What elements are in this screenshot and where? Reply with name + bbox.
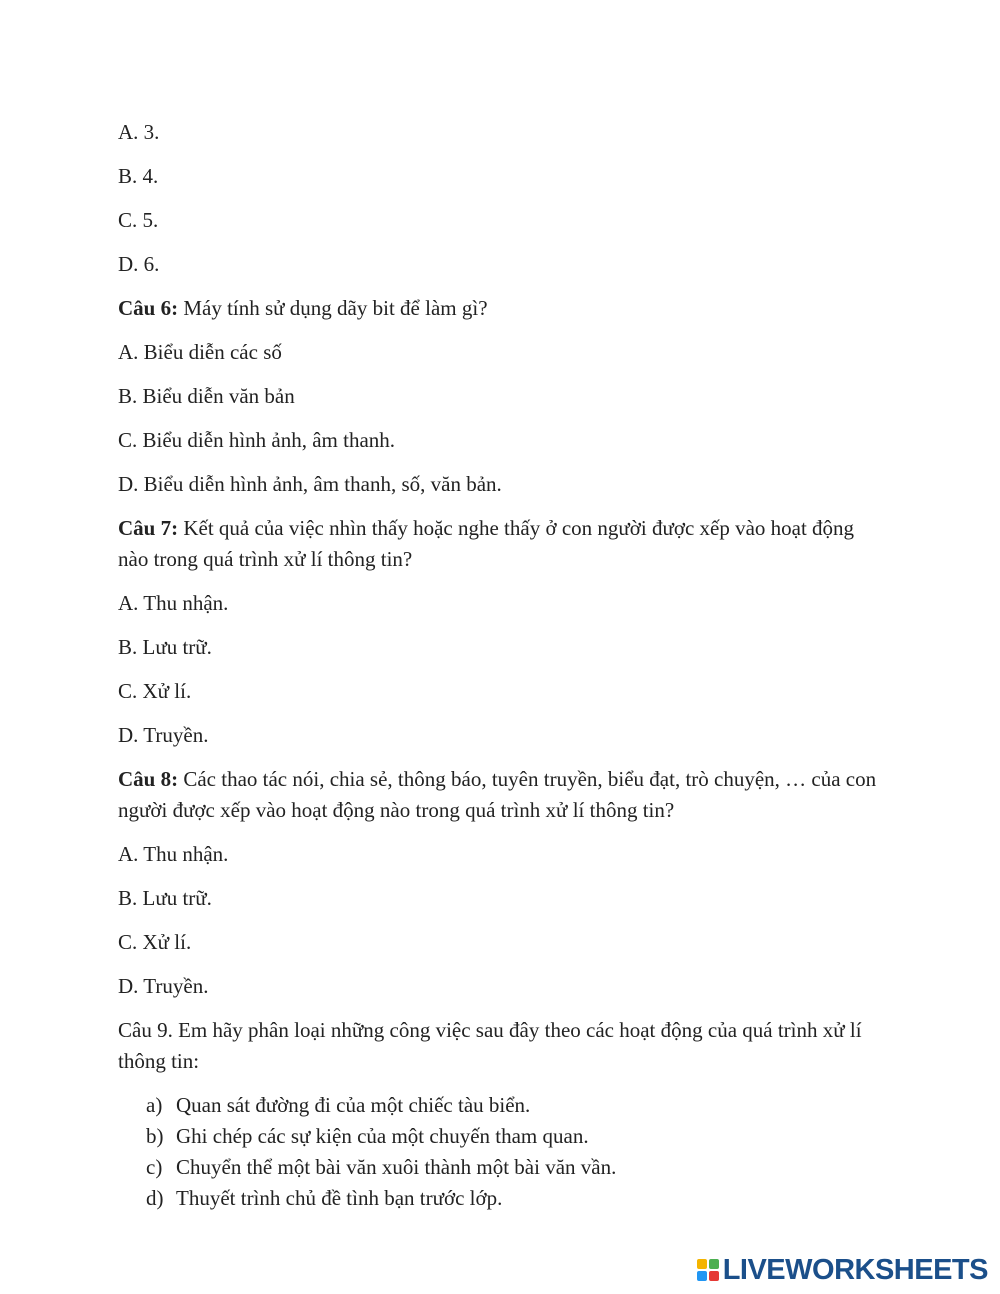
logo-blocks-icon: [697, 1259, 719, 1281]
logo-block: [709, 1259, 719, 1269]
list-item-text: Ghi chép các sự kiện của một chuyến tham quan.: [176, 1124, 589, 1148]
question-6-stem: [118, 293, 888, 324]
question-9-stem: Câu 9. Em hãy phân loại những công việc sau đây theo các hoạt động của quá trình xử lí thông tin:: [118, 1018, 862, 1073]
option-c: C. Xử lí.: [118, 930, 192, 954]
option-a: A. Thu nhận.: [118, 591, 229, 615]
option-a: A. Biểu diễn các số: [118, 340, 282, 364]
option-c: C. Biểu diễn hình ảnh, âm thanh.: [118, 428, 396, 452]
option-d: D. Truyền.: [118, 723, 209, 747]
question-9: [118, 1015, 888, 1214]
option-d: D. Biểu diễn hình ảnh, âm thanh, số, văn bản.: [118, 472, 502, 496]
question-8-label: Câu 8:: [118, 767, 179, 791]
question-7-text: Kết quả của việc nhìn thấy hoặc nghe thấy ở con người được xếp vào hoạt động nào trong quá trình xử lí thông tin?: [118, 516, 855, 571]
list-item: [118, 1152, 888, 1183]
option-b: B. Lưu trữ.: [118, 886, 212, 910]
option-c: C. Xử lí.: [118, 679, 192, 703]
question-6: [118, 293, 888, 500]
question-9-list: [118, 1090, 888, 1214]
question-8: [118, 764, 888, 1002]
list-marker: a): [146, 1093, 163, 1117]
logo-block: [709, 1271, 719, 1281]
question-7-label: Câu 7:: [118, 516, 179, 540]
question-8-text: Các thao tác nói, chia sẻ, thông báo, tuyên truyền, biểu đạt, trò chuyện, … của con người được xếp vào hoạt động nào trong quá trình xử lí thông tin?: [118, 767, 877, 822]
list-marker: d): [146, 1186, 164, 1210]
logo-block: [697, 1271, 707, 1281]
option-a: A. Thu nhận.: [118, 842, 229, 866]
question-8-stem: [118, 764, 888, 826]
liveworksheets-logo: [697, 1254, 988, 1286]
option-b: B. Biểu diễn văn bản: [118, 384, 295, 408]
option-a: A. 3.: [118, 120, 160, 144]
list-item: [118, 1183, 888, 1214]
list-item: [118, 1121, 888, 1152]
option-c: C. 5.: [118, 208, 159, 232]
list-item-text: Thuyết trình chủ đề tình bạn trước lớp.: [176, 1186, 503, 1210]
question-7: [118, 513, 888, 751]
option-d: D. Truyền.: [118, 974, 209, 998]
logo-text: LIVEWORKSHEETS: [722, 1253, 988, 1286]
question-7-stem: [118, 513, 888, 575]
option-d: D. 6.: [118, 252, 160, 276]
q5-options: [118, 117, 888, 280]
worksheet-content: [118, 117, 888, 1214]
list-item: [118, 1090, 888, 1121]
list-item-text: Quan sát đường đi của một chiếc tàu biển.: [176, 1093, 531, 1117]
list-marker: c): [146, 1155, 163, 1179]
list-marker: b): [146, 1124, 164, 1148]
option-b: B. Lưu trữ.: [118, 635, 212, 659]
question-6-text: Máy tính sử dụng dãy bit để làm gì?: [178, 296, 488, 320]
question-6-label: Câu 6:: [118, 296, 179, 320]
list-item-text: Chuyển thể một bài văn xuôi thành một bài văn vần.: [176, 1155, 617, 1179]
logo-block: [697, 1259, 707, 1269]
option-b: B. 4.: [118, 164, 159, 188]
